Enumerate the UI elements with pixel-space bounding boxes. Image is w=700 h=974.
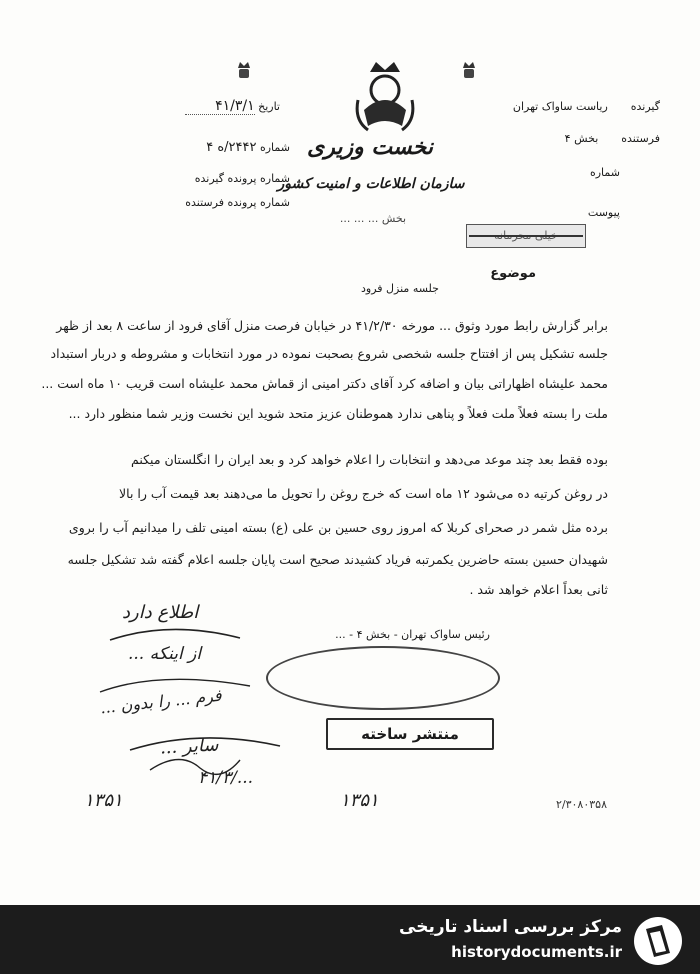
handwritten-note-4: سایر ... [159,734,219,759]
number-label-right: شماره [589,166,620,179]
handwritten-date: ۴۱/۳/... [198,768,254,788]
crown-emblem-right-icon [461,60,477,84]
archive-url: historydocuments.ir [451,943,622,961]
letterhead-title: نخست وزیری [307,134,433,160]
crossed-classification-stamp [466,224,586,248]
subject-label: موضوع [490,266,536,281]
date-field [140,98,280,115]
handwritten-note-2: از اینکه ... [128,644,202,664]
body-line-3: محمد علیشاه اظهاراتی بیان و اضافه کرد آقای دکتر امینی از قماش محمد علیشاه است قریب ۱۰ ماه است ... [41,376,608,391]
recipient-label: گیرنده [630,100,660,113]
recipient-value: ریاست ساواک تهران [512,100,608,113]
handwritten-number-center: ۱۳۵۱ [340,790,379,811]
handwriting-scribble-icon [90,600,330,800]
archive-title: مرکز بررسی اسناد تاریخی [399,917,622,937]
subject-value: جلسه منزل فرود [361,282,439,295]
sender-file-field [150,196,290,209]
sender-label: فرستنده [621,132,660,145]
number-value-left: ۲۴۴۲/ه ۴ [206,140,257,155]
body-line-1: برابر گزارش رابط مورد وثوق ... مورخه ۴۱/۲/۳۰ در خیابان فرصت منزل آقای فرود از ساعت ۸ بعد از ظهر [56,318,608,333]
body-line-8: شهیدان حسین بسته حاضرین یکمرتبه فریاد کشیدند صحیح است پایان جلسه اعلام گفته شد تشکیل جلسه [67,552,608,567]
body-line-5: بوده فقط بعد چند موعد می‌دهد و انتخابات را اعلام خواهد کرد و بعد ایران را انگلستان میکنم [131,452,608,467]
date-value: ۴۱/۳/۱ [185,98,255,115]
published-stamp-box [326,718,494,750]
body-line-7: برده مثل شمر در صحرای کربلا که امروز روی حسین بن علی (ع) بسته امینی تلف را میدانیم آب را بروی [68,520,608,535]
document-code: ۲/۳۰۸۰۳۵۸ [556,798,607,811]
handwritten-note-3: فرم ... را بدون ... [99,685,223,718]
oval-signature-stamp [266,646,500,710]
sender-value: بخش ۴ [564,132,599,145]
signature-line: رئیس ساواک تهران - بخش ۴ - ... [335,628,490,641]
body-line-2: جلسه تشکیل پس از افتتاح جلسه شخصی شروع بصحبت نموده در مورد انتخابات و مشروطه و دربار استبداد [50,346,608,361]
letterhead-department: بخش ... ... ... [339,212,407,225]
sender-file-label: شماره پرونده فرستنده [185,196,290,209]
body-line-9: ثانی بعداً اعلام خواهد شد . [469,582,608,597]
crossed-stamp-text: خیلی محرمانه [494,229,558,242]
archive-logo-icon [632,915,684,971]
enclosure-label: پیوست [587,206,620,219]
recipient-file-label: شماره پرونده گیرنده [194,172,290,185]
sender-field [460,132,660,145]
enclosure-field [588,206,620,219]
handwritten-number-left: ۱۳۵۱ [84,790,123,811]
handwritten-note-1: اطلاع دارد [122,602,199,623]
body-line-4: ملت را بسته فعلاً ملت فعلاً و پناهی ندارد هموطنان عزیز متحد شوید این نخست وزیر شما منظور دارد ... [68,406,608,421]
lion-and-sun-emblem-icon [350,60,420,140]
archive-footer [0,905,700,974]
recipient-file-field [150,172,290,185]
number-field-left [140,140,290,155]
number-field-right [590,166,620,179]
letterhead-org: سازمان اطلاعات و امنیت کشور [277,176,465,192]
crown-emblem-left-icon [236,60,252,84]
date-label: تاریخ [258,100,280,113]
published-stamp-text: منتشر ساخته [361,725,459,743]
number-label-left: شماره [259,141,290,154]
body-line-6: در روغن کرتیه ده می‌شود ۱۲ ماه است که خرج روغن را تحویل ما می‌دهند بعد قیمت آب را بالا [119,486,608,501]
recipient-field [460,100,660,113]
